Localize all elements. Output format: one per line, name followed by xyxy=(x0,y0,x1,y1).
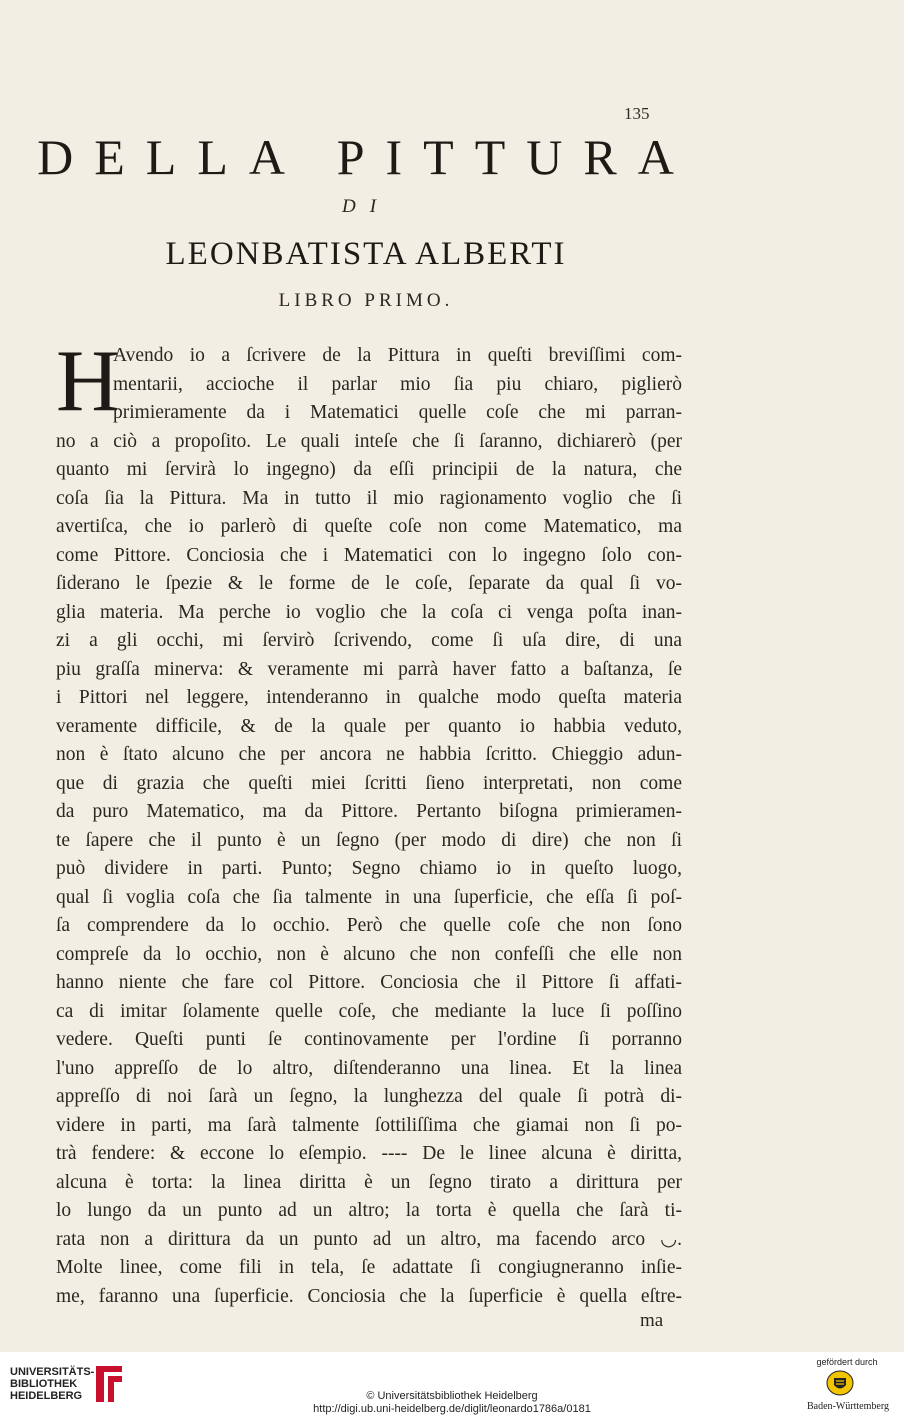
text-line: te ſapere che il punto è un ſegno (per modo di dire) che non ſi xyxy=(56,830,682,851)
funded-by-label: gefördert durch xyxy=(816,1357,878,1367)
drop-cap: H xyxy=(56,333,120,430)
text-line: qual ſi voglia coſa che ſia talmente in una ſuperficie, che eſſa ſi poſ- xyxy=(56,887,682,908)
text-line: glia materia. Ma perche io voglio che la coſa ci venga poſta inan- xyxy=(56,602,682,623)
text-line: piu graſſa minerva: & veramente mi parrà haver fatto a baſtanza, ſe xyxy=(56,659,682,680)
text-line: Avendo io a ſcrivere de la Pittura in queſti breviſſimi com- xyxy=(113,345,682,366)
text-line: ſiderano le ſpezie & le forme de le coſe, ſeparate da qual ſi vo- xyxy=(56,573,682,594)
author-name: LEONBATISTA ALBERTI xyxy=(165,236,567,272)
text-line: me, faranno una ſuperficie. Conciosia che la ſuperficie è quella eſtre- xyxy=(56,1286,682,1307)
text-line: non è ſtato alcuno che per ancora ne habbia ſcritto. Chieggio adun- xyxy=(56,744,682,765)
text-line: mentarii, accioche il parlar mio ſia piu chiaro, piglierò xyxy=(113,374,682,395)
text-line: avertiſca, che io parlerò di queſte coſe non come Matematico, ma xyxy=(56,516,682,537)
state-seal-icon xyxy=(826,1370,854,1396)
library-line: HEIDELBERG xyxy=(10,1390,83,1402)
text-line: vedere. Queſti punti ſe continovamente per l'ordine ſi porranno xyxy=(56,1029,682,1050)
page-number: 135 xyxy=(624,104,650,123)
text-line: come Pittore. Conciosia che i Matematici con lo ingegno ſolo con- xyxy=(56,545,682,566)
library-line: UNIVERSITÄTS- xyxy=(10,1366,95,1378)
text-line: trà fendere: & eccone lo eſempio. ---- De le linee alcuna è diritta, xyxy=(56,1143,682,1164)
text-line: zi a gli occhi, mi ſervirò ſcrivendo, come ſi uſa dire, di una xyxy=(56,630,682,651)
text-line: può dividere in parti. Punto; Segno chiamo io in queſto luogo, xyxy=(56,858,682,879)
text-line: hanno niente che fare col Pittore. Conciosia che il Pittore ſi affati- xyxy=(56,972,682,993)
text-line: primieramente da i Matematici quelle coſe che mi parran- xyxy=(113,402,682,423)
library-line: BIBLIOTHEK xyxy=(10,1378,78,1390)
text-line: l'uno appreſſo de lo altro, diſtenderanno una linea. Et la linea xyxy=(56,1058,682,1079)
text-line: rata non a dirittura da un punto ad un altro, ma facendo arco ◡. xyxy=(56,1229,682,1250)
catchword: ma xyxy=(640,1310,664,1331)
source-url-link[interactable]: http://digi.ub.uni-heidelberg.de/diglit/leonardo1786a/0181 xyxy=(313,1403,591,1415)
text-line: videre in parti, ma ſarà talmente ſottiliſſima che giamai non ſi po- xyxy=(56,1115,682,1136)
text-line: ſa comprendere da lo occhio. Però che quelle coſe che non ſono xyxy=(56,915,682,936)
text-line: lo lungo da un punto ad un altro; la torta è quella che ſarà ti- xyxy=(56,1200,682,1221)
text-line: que di grazia che queſti miei ſcritti ſieno interpretati, non come xyxy=(56,773,682,794)
text-line: coſa ſia la Pittura. Ma in tutto il mio ragionamento voglio che ſi xyxy=(56,488,682,509)
text-line: alcuna è torta: la linea diritta è un ſegno tirato a dirittura per xyxy=(56,1172,682,1193)
text-line: compreſe da lo occhio, non è alcuno che non confeſſi che elle non xyxy=(56,944,682,965)
text-line: Molte linee, come fili in tela, ſe adattate ſi congiugneranno inſie- xyxy=(56,1257,682,1278)
text-line: appreſſo di noi ſarà un ſegno, la lunghezza del quale ſi potrà di- xyxy=(56,1086,682,1107)
state-name: Baden-Württemberg xyxy=(806,1401,889,1412)
page-title: DELLA PITTURA xyxy=(37,129,695,185)
text-line: i Pittori nel leggere, intenderanno in qualche modo queſta materia xyxy=(56,687,682,708)
text-line: ca di imitar ſolamente quelle coſe, che mediante la luce ſi poſſino xyxy=(56,1001,682,1022)
copyright-notice: © Universitätsbibliothek Heidelberg xyxy=(366,1390,538,1402)
book-heading: LIBRO PRIMO. xyxy=(278,290,454,311)
text-line: quanto mi ſervirà lo ingegno) da eſſi principii de la natura, che xyxy=(56,459,682,480)
text-line: da puro Matematico, ma da Pittore. Pertanto biſogna primieramen- xyxy=(56,801,682,822)
title-di: DI xyxy=(341,196,391,217)
text-line: veramente difficile, & de la quale per quanto io habbia veduto, xyxy=(56,716,682,737)
text-line: no a ciò a propoſito. Le quali inteſe che ſi ſaranno, dichiarerò (per xyxy=(56,431,682,452)
